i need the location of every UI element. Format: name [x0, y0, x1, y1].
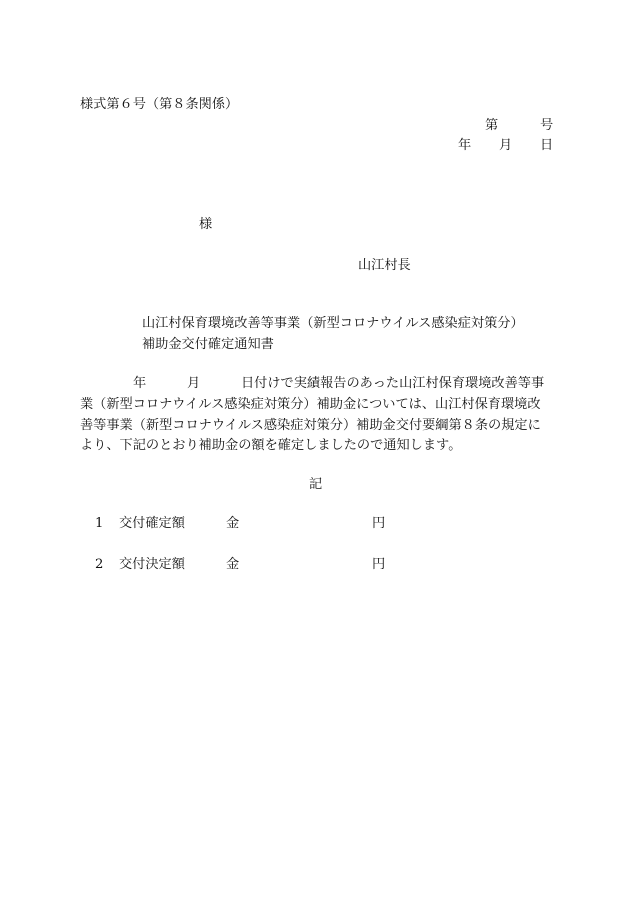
addressee-suffix: 様: [199, 217, 213, 232]
body-line3: 善等事業（新型コロナウイルス感染症対策分）補助金交付要綱第８条の規定に: [80, 418, 541, 433]
item-label: 交付確定額: [119, 516, 185, 531]
body-line4: より、下記のとおり補助金の額を確定しましたので通知します。: [80, 438, 462, 453]
body-date-year: 年: [133, 376, 147, 391]
item-label: 交付決定額: [119, 557, 185, 572]
form-label: 様式第６号（第８条関係）: [80, 97, 239, 112]
item-number: 1: [95, 516, 104, 531]
ki-heading: 記: [309, 477, 323, 492]
item-yen: 円: [372, 516, 386, 531]
document-title-line1: 山江村保育環境改善等事業（新型コロナウイルス感染症対策分）: [142, 316, 524, 331]
item-kin: 金: [226, 557, 240, 572]
date-year: 年: [458, 138, 472, 153]
item-kin: 金: [226, 516, 240, 531]
date-month: 月: [499, 138, 513, 153]
issuer-name: 山江村長: [358, 258, 411, 273]
doc-number-dai: 第: [485, 118, 499, 133]
item-number: 2: [95, 557, 104, 572]
body-line2: 業（新型コロナウイルス感染症対策分）補助金については、山江村保育環境改: [80, 397, 541, 412]
body-date-month: 月: [187, 376, 201, 391]
date-day: 日: [540, 138, 554, 153]
body-line1: 日付けで実績報告のあった山江村保育環境改善等事: [241, 376, 545, 391]
doc-number-go: 号: [540, 118, 554, 133]
document-title-line2: 補助金交付確定通知書: [142, 337, 274, 352]
item-yen: 円: [372, 557, 386, 572]
